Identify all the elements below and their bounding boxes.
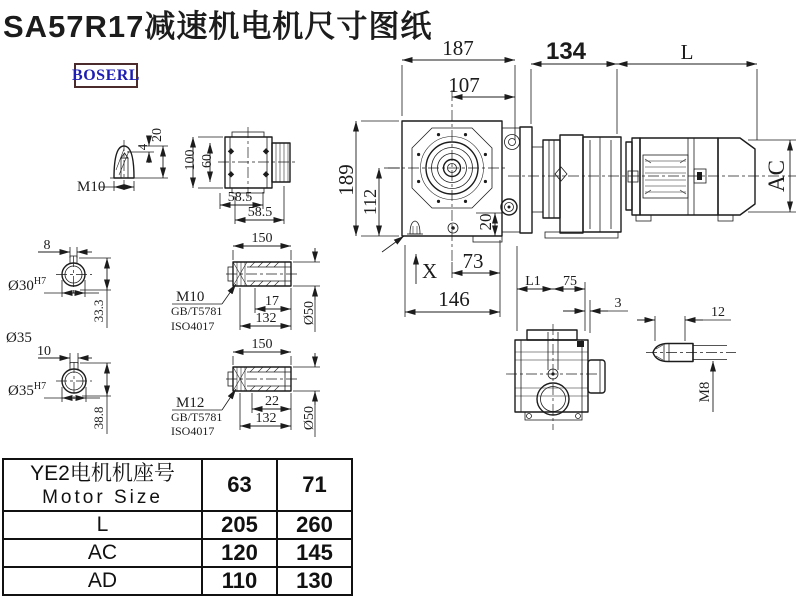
dim-146: 146 [438, 287, 470, 311]
dim-150-b: 150 [251, 337, 273, 352]
cell-L-71: 260 [277, 511, 352, 539]
dim-o50-a: Ø50 [302, 300, 317, 326]
dim-17: 17 [265, 294, 279, 309]
dim-m10-breather: M10 [77, 179, 106, 195]
dim-132-b: 132 [255, 411, 277, 426]
callout-std1-b: GB/T5781 [171, 410, 223, 424]
callout-m12: M12 [176, 395, 205, 411]
dim-o50-b: Ø50 [302, 405, 317, 431]
dim-150-a: 150 [251, 231, 273, 246]
dim-189: 189 [334, 164, 358, 196]
header-en: Motor Size [42, 487, 163, 508]
header-motor-size [3, 459, 202, 511]
dim-L: L [680, 40, 694, 64]
table-header-row [3, 459, 352, 511]
motor-top-view [506, 246, 628, 430]
motor-size-table [2, 458, 353, 596]
dim-112: 112 [360, 188, 380, 216]
dim-20-breather: 20 [150, 128, 165, 142]
motor-fins [645, 159, 686, 194]
dim-58-5-a: 58.5 [227, 190, 253, 205]
table-row-AC [3, 539, 352, 567]
callout-m10: M10 [176, 289, 205, 305]
cell-L-63: 205 [202, 511, 277, 539]
dim-100: 100 [183, 149, 198, 171]
hollow-shaft-m10-view [171, 231, 320, 333]
table-row-L [3, 511, 352, 539]
dim-L1: L1 [525, 274, 541, 289]
dim-m8: M8 [697, 381, 713, 403]
dim-3: 3 [614, 296, 622, 311]
hollow-shaft-m12-view [171, 337, 320, 438]
col-71: 71 [277, 459, 352, 511]
cell-AD-63: 110 [202, 567, 277, 595]
breather-bolt-view [77, 128, 168, 195]
page-title: SA57R17减速机电机尺寸图纸 [3, 9, 433, 44]
row-label-L: L [3, 511, 202, 539]
callout-std2-b: ISO4017 [171, 424, 215, 438]
brand-logo-text: BOSERL [72, 66, 140, 84]
dim-4: 4 [135, 143, 150, 151]
bore-30-view [8, 238, 111, 328]
gearbox-front-view [382, 90, 520, 262]
dim-73: 73 [462, 249, 484, 273]
bolt-m8-view [637, 305, 736, 412]
header-cn: YE2电机机座号 [30, 462, 175, 485]
dim-134: 134 [545, 38, 587, 65]
col-63: 63 [202, 459, 277, 511]
motor-side-view [502, 127, 796, 238]
callout-std1-a: GB/T5781 [171, 304, 223, 318]
dim-60: 60 [200, 154, 215, 168]
row-label-AC: AC [3, 539, 202, 567]
dim-8: 8 [43, 238, 51, 253]
table-row-AD [3, 567, 352, 595]
row-label-AD: AD [3, 567, 202, 595]
shaft-housing-top-view [183, 127, 298, 224]
dim-58-5-b: 58.5 [247, 205, 273, 220]
cell-AC-63: 120 [202, 539, 277, 567]
dim-10: 10 [37, 344, 51, 359]
dim-22: 22 [265, 394, 279, 409]
mark-x: X [422, 259, 438, 283]
dim-75: 75 [563, 274, 577, 289]
cell-AD-71: 130 [277, 567, 352, 595]
housing-bolts [228, 148, 269, 177]
label-o35: Ø35 [6, 330, 32, 346]
dim-20-flange: 20 [476, 213, 495, 231]
callout-std2-a: ISO4017 [171, 319, 215, 333]
bore-35-view [6, 330, 111, 434]
dim-12: 12 [711, 305, 725, 320]
cell-AC-71: 145 [277, 539, 352, 567]
dim-132-a: 132 [255, 311, 277, 326]
dim-AC: AC [764, 160, 789, 192]
dim-187: 187 [442, 36, 474, 60]
label-bore35: $Ø35^{H7}$ [8, 381, 47, 399]
label-bore30: $Ø30^{H7}$ [8, 276, 47, 294]
dim-33-3: 33.3 [91, 299, 106, 323]
dim-38-8: 38.8 [91, 406, 106, 430]
dim-107: 107 [448, 73, 480, 97]
